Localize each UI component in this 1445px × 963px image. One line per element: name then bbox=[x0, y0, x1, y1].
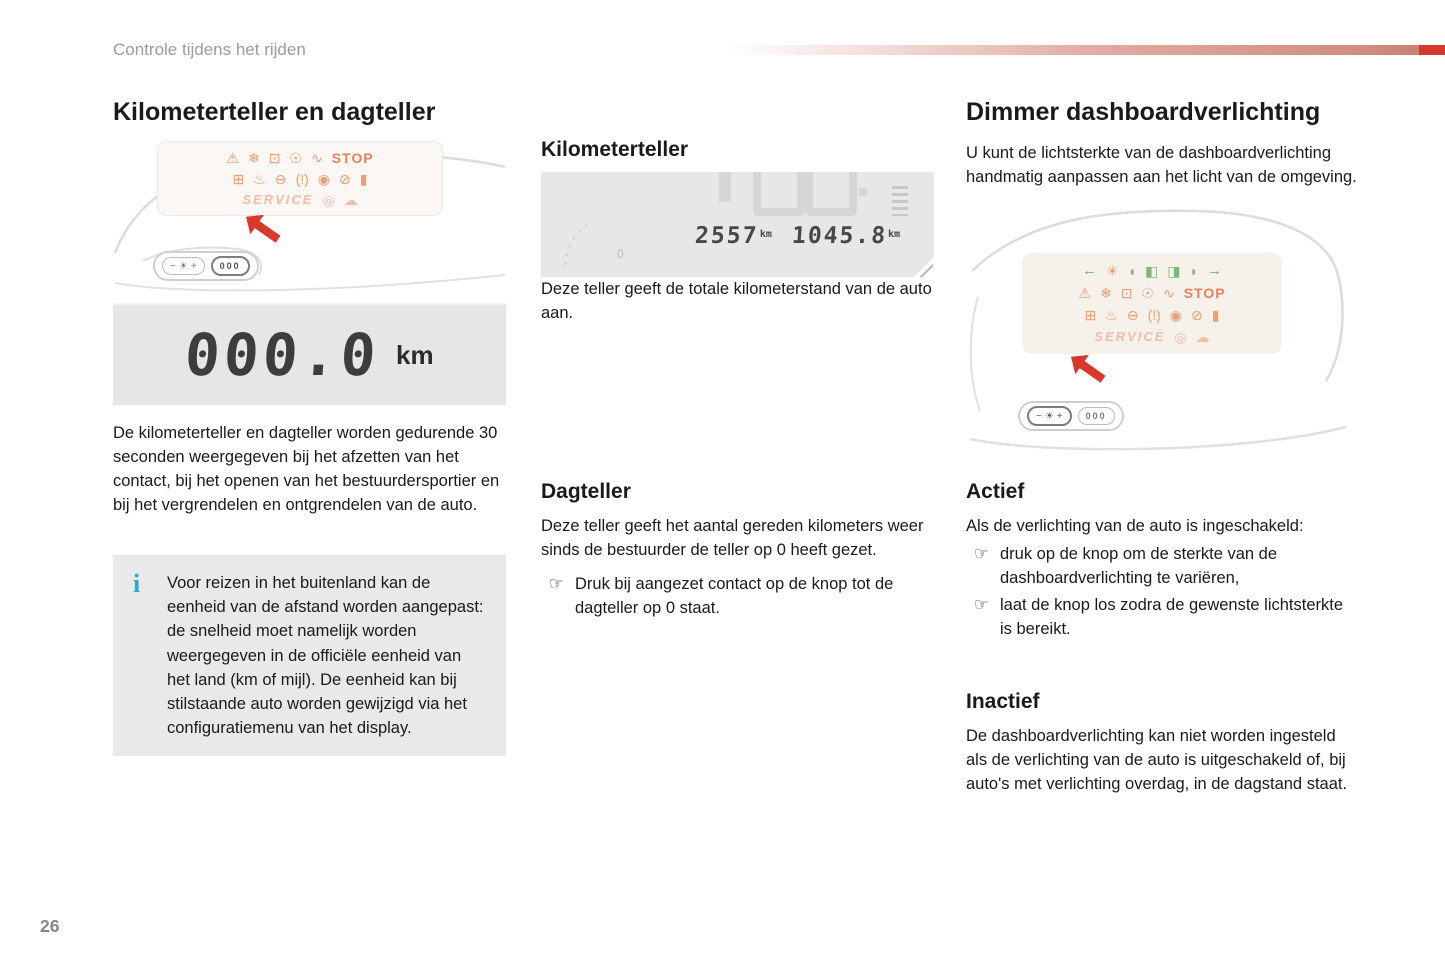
heading-actief: Actief bbox=[966, 480, 1025, 504]
actief-description: Als de verlichting van de auto is ingeschakeld: bbox=[966, 517, 1304, 536]
warning-lamp-panel bbox=[157, 141, 443, 216]
warning-lamp-row bbox=[164, 172, 436, 186]
column-right bbox=[966, 98, 1358, 806]
service-label: SERVICE bbox=[242, 192, 314, 207]
distance-readout bbox=[695, 223, 900, 249]
column-left bbox=[113, 98, 506, 756]
instruction-text: Druk bij aangezet contact op de knop tot de dagteller op 0 staat. bbox=[575, 575, 894, 618]
service-label: SERVICE bbox=[1094, 329, 1166, 345]
service-row bbox=[164, 192, 436, 207]
warning-icon: ⚠ bbox=[1078, 285, 1091, 302]
tachometer-zero-label: 0 bbox=[617, 247, 624, 261]
page-number: 26 bbox=[40, 916, 60, 936]
kilometerteller-description: Deze teller geeft de totale kilometerstand van de auto aan. bbox=[541, 280, 932, 323]
trip-reset-label: 000 bbox=[219, 261, 241, 271]
airbag-icon: ☉ bbox=[289, 150, 302, 166]
fuel-icon: ▮ bbox=[359, 171, 368, 187]
trip-reset-button bbox=[211, 256, 250, 276]
dimmer-button bbox=[1027, 406, 1072, 426]
tire-pressure-icon: ◎ bbox=[322, 191, 335, 208]
figure-instrument-cluster-right bbox=[966, 201, 1358, 466]
warning-icon: ⚠ bbox=[226, 150, 239, 166]
figure-instrument-cluster-left bbox=[113, 141, 506, 301]
minus-icon: − bbox=[1036, 410, 1042, 422]
instruction-text: druk op de knop om de sterkte van de dashboardverlichting te variëren, bbox=[1000, 545, 1278, 588]
info-icon: i bbox=[133, 569, 141, 599]
brightness-icon: ☀ bbox=[178, 260, 188, 272]
exhaust-icon: ☁ bbox=[1195, 328, 1210, 345]
brake-icon: (!) bbox=[295, 171, 309, 187]
pointer-hand-icon: ☞ bbox=[549, 575, 564, 594]
lighting-row bbox=[1030, 263, 1274, 278]
traction-icon: ∿ bbox=[310, 150, 323, 166]
running-header: Controle tijdens het rijden bbox=[113, 40, 306, 59]
stop-warning-label: STOP bbox=[1183, 285, 1226, 302]
ghost-dot bbox=[859, 188, 867, 196]
fuel-gauge-bars bbox=[892, 186, 908, 216]
low-beam-icon: ◧ bbox=[1145, 262, 1159, 279]
warning-lamp-row bbox=[1030, 285, 1274, 301]
ghost-digit bbox=[753, 172, 805, 216]
dimmer-button bbox=[162, 257, 205, 275]
heading-kilometerteller: Kilometerteller bbox=[541, 138, 689, 161]
actief-instructions bbox=[966, 542, 1358, 641]
heading-dagteller: Dagteller bbox=[541, 480, 631, 504]
airbag-icon: ☉ bbox=[1141, 285, 1154, 302]
instruction-text: laat de knop los zodra de gewenste lichtsterkte is bereikt. bbox=[1000, 596, 1344, 639]
pointer-hand-icon: ☞ bbox=[974, 545, 989, 564]
minus-icon: − bbox=[170, 260, 176, 272]
trip-distance-value: 1045.8 bbox=[790, 223, 888, 249]
battery-icon: ⊞ bbox=[232, 171, 245, 187]
brightness-icon: ☀ bbox=[1044, 410, 1054, 422]
ghost-digit bbox=[805, 172, 857, 216]
trip-reset-label: 000 bbox=[1085, 411, 1107, 422]
high-beam-icon: ◨ bbox=[1167, 262, 1181, 279]
trip-reset-button bbox=[1078, 407, 1115, 425]
tire-pressure-icon: ◎ bbox=[1174, 328, 1187, 345]
odometer-value: 000.0 bbox=[183, 321, 383, 389]
battery-icon: ⊞ bbox=[1084, 307, 1097, 324]
section-title-dimmer: Dimmer dashboardverlichting bbox=[966, 98, 1321, 126]
oil-icon: ⊖ bbox=[1126, 307, 1139, 324]
column-middle bbox=[541, 138, 934, 623]
list-item bbox=[966, 542, 1358, 590]
stalk-button-housing bbox=[1018, 401, 1124, 431]
info-box bbox=[113, 555, 506, 756]
header-stripe bbox=[728, 45, 1445, 55]
info-box-text: Voor reizen in het buitenland kan de eenheid van de afstand worden aangepast: de snelheid moet namelijk worden weergegeven in de officiële eenheid van het land (km of mijl). De eenheid kan bij stilstaande auto worden gewijzigd via het configuratiemenu van het display. bbox=[167, 574, 484, 737]
brightness-icon: ☀ bbox=[1106, 262, 1119, 279]
warning-lamp-panel bbox=[1022, 253, 1282, 354]
seatbelt-icon: ⊡ bbox=[268, 150, 281, 166]
ghost-digit bbox=[719, 172, 731, 202]
odometer-description: De kilometerteller en dagteller worden gedurende 30 seconden weergegeven bij het afzetten van het contact, bij het openen van het bestuurdersportier en bij het vergrendelen en ontgrendelen van de auto. bbox=[113, 424, 500, 515]
heading-inactief: Inactief bbox=[966, 689, 1040, 713]
oil-icon: ⊖ bbox=[274, 171, 287, 187]
figure-odometer-readout bbox=[541, 172, 934, 277]
no-entry-icon: ⊘ bbox=[339, 171, 351, 187]
dimmer-intro: U kunt de lichtsterkte van de dashboardverlichting handmatig aanpassen aan het licht van de omgeving. bbox=[966, 144, 1357, 187]
section-title-odometer-trip: Kilometerteller en dagteller bbox=[113, 98, 436, 126]
snowflake-icon: ❄ bbox=[247, 150, 260, 166]
rear-fog-icon: ◗ bbox=[1189, 262, 1198, 279]
trip-distance bbox=[792, 223, 900, 249]
no-entry-icon: ⊘ bbox=[1191, 307, 1203, 324]
odometer-display bbox=[113, 303, 506, 405]
list-item bbox=[541, 572, 934, 620]
brake-icon: (!) bbox=[1147, 307, 1161, 324]
warning-lamp-row bbox=[164, 150, 436, 166]
coolant-icon: ♨ bbox=[1105, 307, 1118, 324]
left-indicator-icon: ← bbox=[1082, 262, 1098, 280]
warning-lamp-row bbox=[1030, 308, 1274, 322]
inactief-description: De dashboardverlichting kan niet worden ingesteld als de verlichting van de auto is uitgeschakeld of, bij auto's met verlichting overdag, in de dagstand staat. bbox=[966, 726, 1348, 793]
dagteller-description: Deze teller geeft het aantal gereden kilometers weer sinds de bestuurder de teller op 0 heeft gezet. bbox=[541, 517, 924, 560]
stalk-button-housing bbox=[153, 251, 259, 281]
total-distance-value: 2557 bbox=[694, 223, 760, 249]
fuel-icon: ▮ bbox=[1211, 307, 1220, 324]
exhaust-icon: ☁ bbox=[343, 191, 358, 208]
seatbelt-icon: ⊡ bbox=[1120, 285, 1133, 302]
abs-icon: ◉ bbox=[1169, 307, 1182, 324]
abs-icon: ◉ bbox=[317, 171, 330, 187]
coolant-icon: ♨ bbox=[253, 171, 266, 187]
right-indicator-icon: → bbox=[1206, 262, 1222, 280]
pointer-hand-icon: ☞ bbox=[974, 596, 989, 615]
odometer-unit: km bbox=[396, 339, 434, 370]
stop-warning-label: STOP bbox=[331, 150, 374, 166]
total-distance bbox=[695, 223, 771, 249]
service-row bbox=[1030, 329, 1274, 344]
plus-icon: + bbox=[1056, 410, 1063, 422]
dagteller-instructions bbox=[541, 572, 934, 620]
traction-icon: ∿ bbox=[1162, 285, 1175, 302]
front-fog-icon: ◖ bbox=[1127, 262, 1137, 279]
plus-icon: + bbox=[190, 260, 197, 272]
snowflake-icon: ❄ bbox=[1099, 285, 1112, 302]
list-item bbox=[966, 593, 1358, 641]
trip-distance-unit: km bbox=[887, 228, 900, 240]
total-distance-unit: km bbox=[759, 228, 772, 240]
